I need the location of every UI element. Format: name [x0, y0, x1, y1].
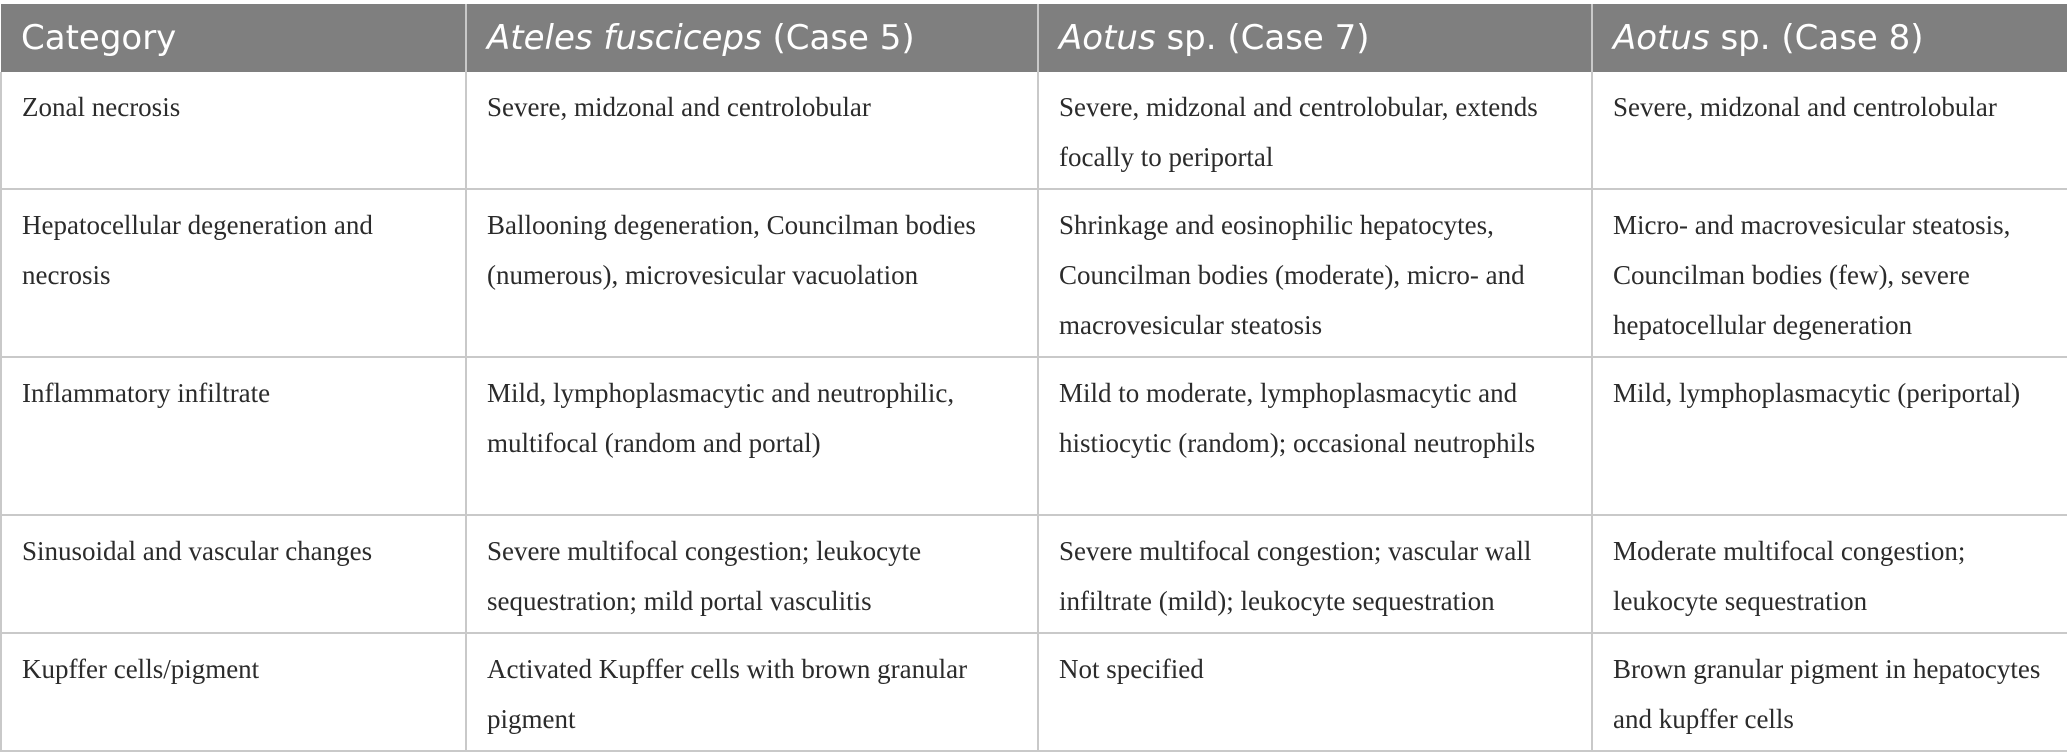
cell-case5: Activated Kupffer cells with brown granular pigment	[466, 633, 1038, 751]
table-row	[1, 633, 2067, 751]
header-case8-species: Aotus	[1613, 18, 1710, 58]
header-row	[1, 4, 2067, 72]
table-header	[1, 4, 2067, 72]
cell-case8: Moderate multifocal congestion; leukocyte sequestration	[1592, 515, 2067, 633]
cell-case8: Micro- and macrovesicular steatosis, Councilman bodies (few), severe hepatocellular degeneration	[1592, 189, 2067, 357]
pathology-findings-table	[0, 4, 2067, 752]
header-case5-species: Ateles fusciceps	[487, 18, 762, 58]
cell-case7: Severe multifocal congestion; vascular wall infiltrate (mild); leukocyte sequestration	[1038, 515, 1592, 633]
table-row	[1, 72, 2067, 189]
header-case7-species: Aotus	[1059, 18, 1156, 58]
cell-category: Zonal necrosis	[1, 72, 466, 189]
cell-case8: Mild, lymphoplasmacytic (periportal)	[1592, 357, 2067, 515]
header-case8	[1592, 4, 2067, 72]
cell-case7: Not specified	[1038, 633, 1592, 751]
cell-case5: Severe, midzonal and centrolobular	[466, 72, 1038, 189]
header-case5	[466, 4, 1038, 72]
header-case5-label: (Case 5)	[761, 18, 915, 58]
cell-category: Kupffer cells/pigment	[1, 633, 466, 751]
cell-case5: Mild, lymphoplasmacytic and neutrophilic, multifocal (random and portal)	[466, 357, 1038, 515]
cell-case5: Severe multifocal congestion; leukocyte sequestration; mild portal vasculitis	[466, 515, 1038, 633]
header-case7-label: sp. (Case 7)	[1155, 18, 1370, 58]
cell-case7: Mild to moderate, lymphoplasmacytic and histiocytic (random); occasional neutrophils	[1038, 357, 1592, 515]
cell-case8: Severe, midzonal and centrolobular	[1592, 72, 2067, 189]
cell-case8: Brown granular pigment in hepatocytes and kupffer cells	[1592, 633, 2067, 751]
table-row	[1, 189, 2067, 357]
pathology-table-container	[0, 4, 2067, 752]
table-row	[1, 357, 2067, 515]
cell-category: Sinusoidal and vascular changes	[1, 515, 466, 633]
header-category	[1, 4, 466, 72]
cell-category: Hepatocellular degeneration and necrosis	[1, 189, 466, 357]
cell-case7: Severe, midzonal and centrolobular, extends focally to periportal	[1038, 72, 1592, 189]
table-row	[1, 515, 2067, 633]
cell-category: Inflammatory infiltrate	[1, 357, 466, 515]
header-case8-label: sp. (Case 8)	[1709, 18, 1924, 58]
table-body	[1, 72, 2067, 751]
cell-case7: Shrinkage and eosinophilic hepatocytes, Councilman bodies (moderate), micro- and macrovesicular steatosis	[1038, 189, 1592, 357]
cell-case5: Ballooning degeneration, Councilman bodies (numerous), microvesicular vacuolation	[466, 189, 1038, 357]
header-case7	[1038, 4, 1592, 72]
header-category-label: Category	[21, 18, 177, 58]
